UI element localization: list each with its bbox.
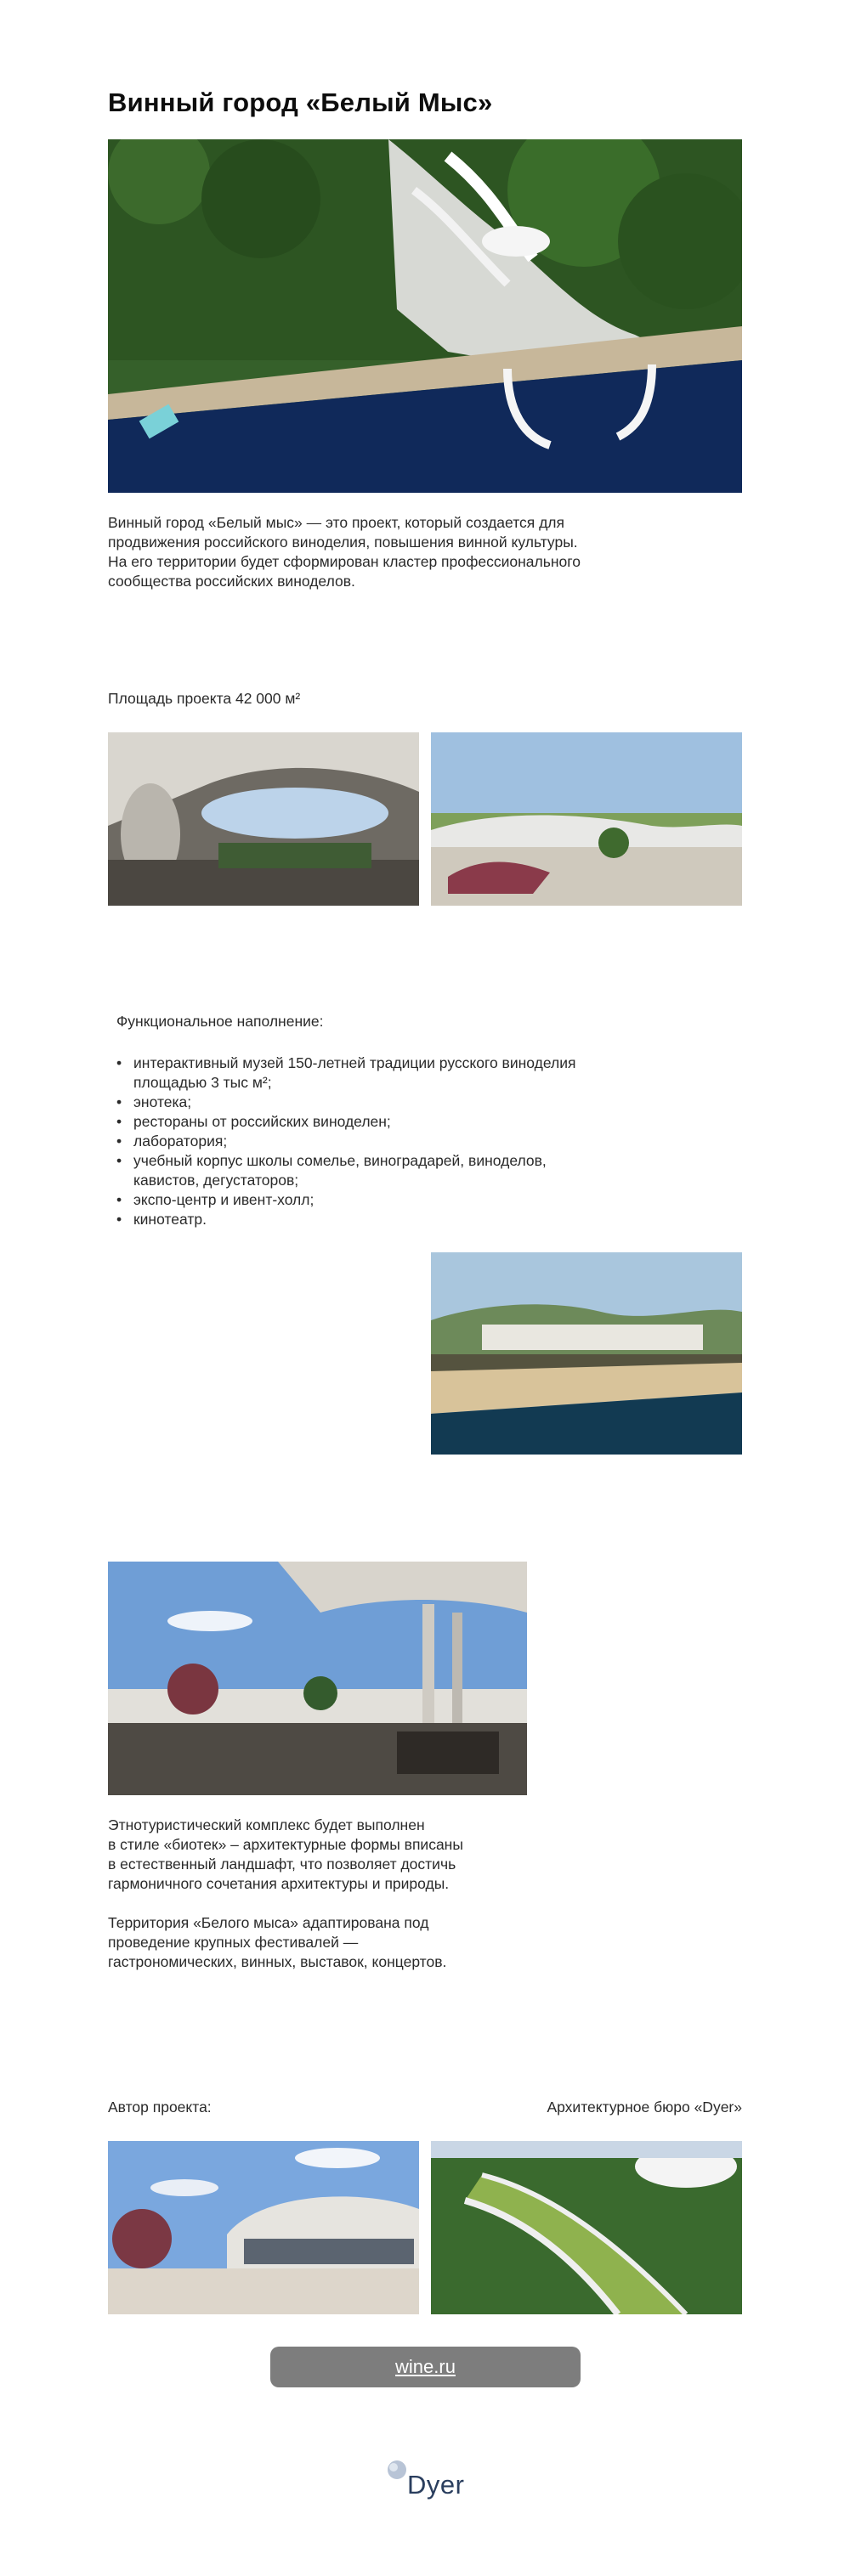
biotech-style-paragraph: Этнотуристический комплекс будет выполнен в стиле «биотек» – архитектурные формы вписаны в естественный ландшафт, что позволяет достичь гармоничного сочетания архитектуры и природы. <box>108 1816 463 1892</box>
green-roof-aerial-image <box>431 2141 742 2314</box>
author-label: Автор проекта: <box>108 2099 212 2116</box>
dyer-logo <box>385 2458 470 2500</box>
list-item: • учебный корпус школы сомелье, виноградарей, виноделов, кавистов, дегустаторов; <box>116 1151 711 1190</box>
page-title: Винный город «Белый Мыс» <box>108 88 493 117</box>
courtyard-image <box>431 732 742 906</box>
list-item: • экспо-центр и ивент-холл; <box>116 1190 711 1210</box>
beach-image <box>431 1252 742 1455</box>
dyer-logo-icon <box>385 2458 409 2482</box>
list-item: • кинотеатр. <box>116 1210 711 1229</box>
logo-text: Dyer <box>407 2470 465 2500</box>
list-item: • лаборатория; <box>116 1132 711 1151</box>
list-item: • рестораны от российских виноделен; <box>116 1112 711 1132</box>
intro-paragraph: Винный город «Белый мыс» — это проект, который создается для продвижения российского виноделия, повышения винной культуры. На его территории будет сформирован кластер профессионального сообщества российских виноделов. <box>108 514 581 590</box>
hero-aerial-image <box>108 139 742 493</box>
list-item: • интерактивный музей 150-летней традиции русского виноделия площадью 3 тыс м²; <box>116 1054 711 1093</box>
features-list <box>116 1054 711 1229</box>
list-item: • энотека; <box>116 1093 711 1112</box>
interior-canopy-image <box>108 732 419 906</box>
festivals-paragraph: Территория «Белого мыса» адаптирована под проведение крупных фестивалей — гастрономических, винных, выставок, концертов. <box>108 1914 447 1970</box>
features-heading: Функциональное наполнение: <box>116 1013 324 1030</box>
pavilion-image <box>108 2141 419 2314</box>
plaza-image <box>108 1562 527 1795</box>
bureau-name: Архитектурное бюро «Dyer» <box>547 2099 742 2116</box>
project-area-label: Площадь проекта 42 000 м² <box>108 690 301 707</box>
wine-ru-link-button[interactable]: wine.ru <box>270 2347 581 2387</box>
